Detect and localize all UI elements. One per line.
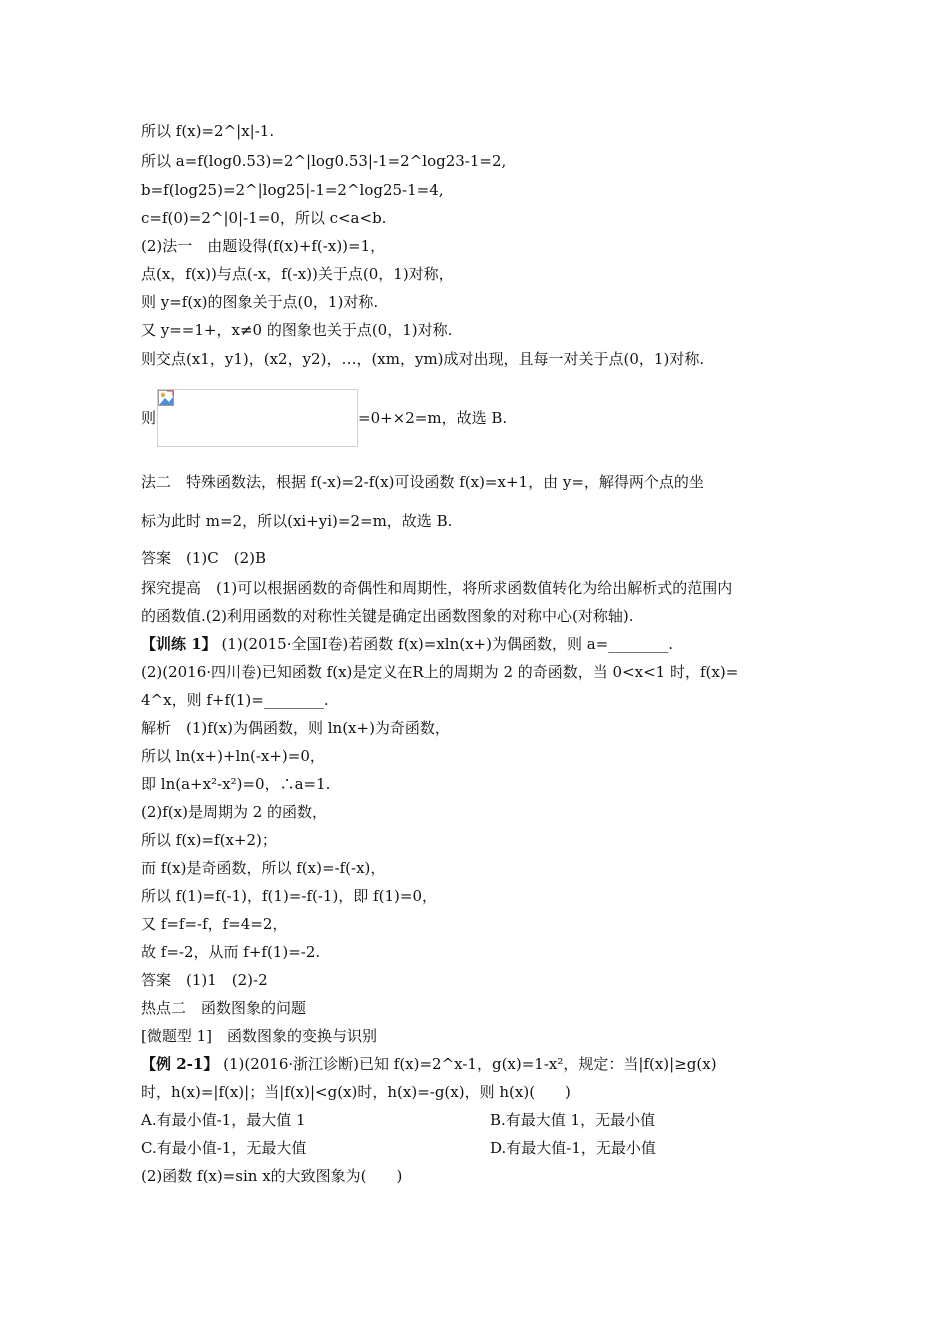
- section-heading: 热点二 函数图象的问题: [141, 999, 307, 1017]
- text-line: c=f(0)=2^|0|-1=0，所以 c<a<b.: [141, 209, 387, 227]
- option-b: B.有最大值 1，无最小值: [490, 1111, 656, 1129]
- question-line: (2)函数 f(x)=sin x的大致图象为( ): [141, 1167, 403, 1185]
- tanjiu-line: 探究提高 (1)可以根据函数的奇偶性和周期性，将所求函数值转化为给出解析式的范围内: [141, 579, 733, 597]
- text-line: 所以 a=f(log0.53)=2^|log0.53|-1=2^log23-1=2,: [141, 152, 507, 170]
- training-line: [141, 634, 811, 654]
- ze-suffix: =0+×2=m，故选 B.: [358, 409, 508, 427]
- method-two-line: 标为此时 m=2，所以(xi+yi)=2=m，故选 B.: [141, 512, 453, 530]
- method-two-line: 法二 特殊函数法，根据 f(-x)=2-f(x)可设函数 f(x)=x+1，由 y=，解得两个点的坐: [141, 473, 704, 491]
- text-line: 则交点(x1，y1)，(x2，y2)，…，(xm，ym)成对出现，且每一对关于点(0，1)对称.: [141, 350, 705, 368]
- option-c: C.有最小值-1，无最大值: [141, 1139, 307, 1157]
- training-label: 【训练 1】: [141, 635, 217, 653]
- answer-line: 答案 (1)1 (2)-2: [141, 971, 268, 989]
- analysis-line: 所以 ln(x+)+ln(-x+)=0，: [141, 747, 325, 765]
- broken-image-icon: [158, 390, 174, 406]
- example-label: 【例 2-1】: [141, 1055, 219, 1073]
- text-line: 又 y==1+，x≠0 的图象也关于点(0，1)对称.: [141, 321, 453, 339]
- analysis-line: 而 f(x)是奇函数，所以 f(x)=-f(-x)，: [141, 859, 386, 877]
- analysis-line: 所以 f(1)=f(-1)，f(1)=-f(-1)，即 f(1)=0，: [141, 887, 437, 905]
- answer-line: 答案 (1)C (2)B: [141, 549, 266, 567]
- option-d: D.有最大值-1，无最小值: [490, 1139, 656, 1157]
- example-text: (1)(2016·浙江诊断)已知 f(x)=2^x-1，g(x)=1-x²，规定：当|f(x)|≥g(x): [223, 1055, 717, 1073]
- training-text: (1)(2015·全国Ⅰ卷)若函数 f(x)=xln(x+)为偶函数，则 a=________.: [221, 635, 674, 653]
- analysis-line: 又 f=f=-f，f=4=2，: [141, 915, 288, 933]
- text-line: 点(x，f(x))与点(-x，f(-x))关于点(0，1)对称，: [141, 265, 454, 283]
- question-line: (2)(2016·四川卷)已知函数 f(x)是定义在R上的周期为 2 的奇函数，当 0<x<1 时，f(x)=: [141, 663, 739, 681]
- ze-prefix: 则: [141, 409, 157, 427]
- tanjiu-line: 的函数值.(2)利用函数的对称性关键是确定出函数图象的对称中心(对称轴).: [141, 607, 634, 625]
- analysis-line: 所以 f(x)=f(x+2)；: [141, 831, 277, 849]
- question-line: 4^x，则 f+f(1)=________.: [141, 691, 329, 709]
- analysis-line: 故 f=-2，从而 f+f(1)=-2.: [141, 943, 321, 961]
- option-a: A.有最小值-1，最大值 1: [141, 1111, 306, 1129]
- analysis-line: (2)f(x)是周期为 2 的函数，: [141, 803, 328, 821]
- broken-image-placeholder: [157, 389, 358, 447]
- text-line: (2)法一 由题设得(f(x)+f(-x))=1，: [141, 237, 386, 255]
- example-line: 时，h(x)=|f(x)|；当|f(x)|<g(x)时，h(x)=-g(x)，则 h(x)( ): [141, 1083, 571, 1101]
- analysis-line: 即 ln(a+x²-x²)=0，∴a=1.: [141, 775, 331, 793]
- text-line: 所以 f(x)=2^|x|-1.: [141, 122, 275, 140]
- text-line: 则 y=f(x)的图象关于点(0，1)对称.: [141, 293, 379, 311]
- text-line: b=f(log25)=2^|log25|-1=2^log25-1=4,: [141, 181, 444, 199]
- analysis-line: 解析 (1)f(x)为偶函数，则 ln(x+)为奇函数，: [141, 719, 450, 737]
- example-line: [141, 1054, 811, 1074]
- subsection-heading: [微题型 1] 函数图象的变换与识别: [141, 1027, 378, 1045]
